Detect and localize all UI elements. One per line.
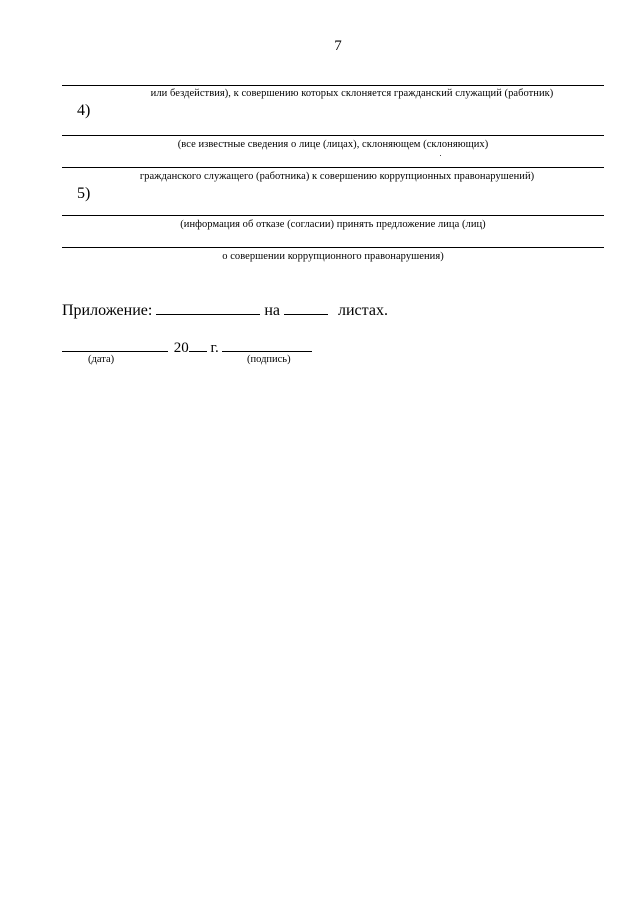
section-4-number: 4) bbox=[77, 102, 91, 119]
date-blank bbox=[62, 337, 168, 352]
fill-line-5c bbox=[62, 247, 604, 248]
section-5-caption-1: гражданского служащего (работника) к совершению коррупционных правонарушений) bbox=[139, 171, 535, 182]
year-suffix: г. bbox=[210, 340, 219, 356]
scan-speck bbox=[440, 155, 441, 156]
fill-line-4a bbox=[62, 85, 604, 86]
date-caption: (дата) bbox=[88, 354, 115, 365]
page-number: 7 bbox=[334, 38, 342, 54]
section-5-caption-3: о совершении коррупционного правонарушения) bbox=[222, 251, 444, 262]
year-blank bbox=[189, 337, 207, 352]
appendix-sheets-word: листах. bbox=[338, 302, 388, 319]
appendix-on-word: на bbox=[264, 302, 280, 319]
fill-line-4b bbox=[62, 135, 604, 136]
fill-line-5a bbox=[62, 167, 604, 168]
appendix-line bbox=[62, 300, 388, 320]
appendix-pages-blank bbox=[156, 300, 260, 315]
appendix-sheets-blank bbox=[284, 300, 328, 315]
signature-caption: (подпись) bbox=[247, 354, 291, 365]
section-4-caption-1: или бездействия), к совершению которых склоняется гражданский служащий (работник) bbox=[150, 88, 554, 99]
appendix-label: Приложение: bbox=[62, 302, 153, 319]
section-5-number: 5) bbox=[77, 185, 91, 202]
fill-line-5b bbox=[62, 215, 604, 216]
section-4-caption-2: (все известные сведения о лице (лицах), склоняющем (склоняющих) bbox=[177, 139, 489, 150]
year-prefix: 20 bbox=[173, 340, 189, 356]
signature-blank bbox=[222, 337, 312, 352]
section-5-caption-2: (информация об отказе (согласии) принять предложение лица (лиц) bbox=[180, 219, 486, 230]
